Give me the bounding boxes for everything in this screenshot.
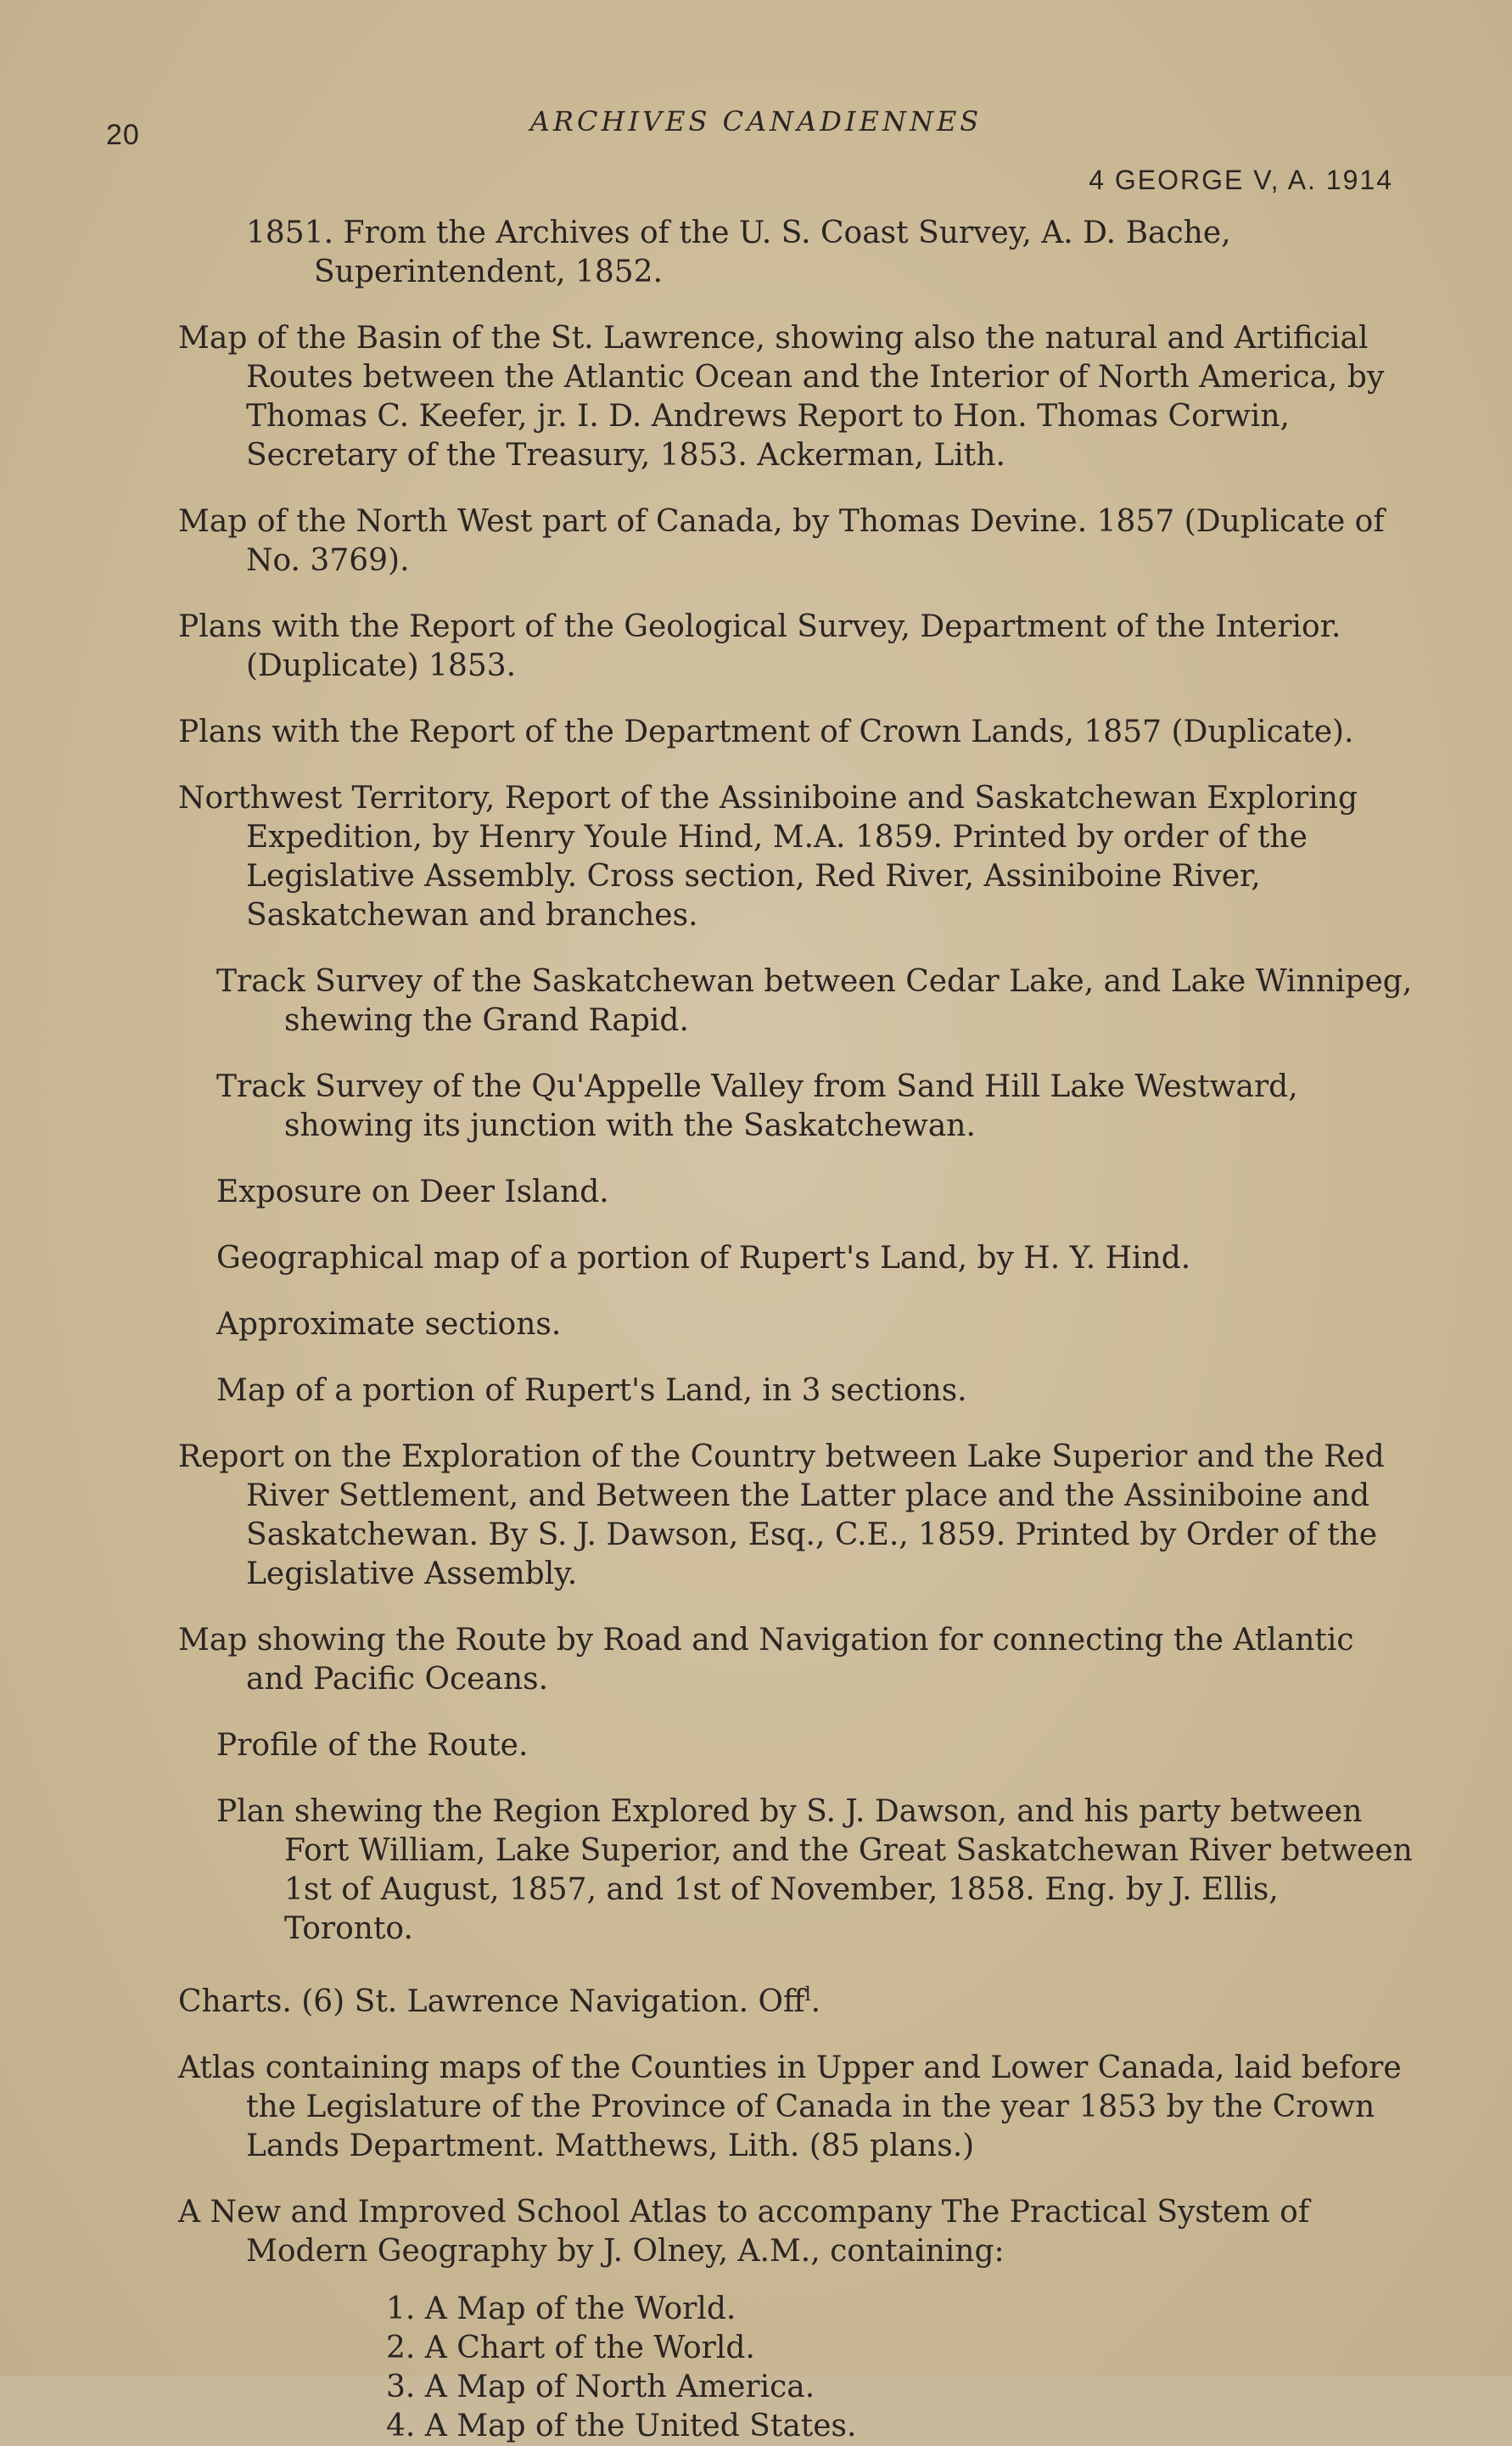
catalogue-entry: Map of a portion of Rupert's Land, in 3 sections. — [216, 1373, 967, 1408]
catalogue-entry: Northwest Territory, Report of the Assiniboine and Saskatchewan Exploring Expedition, by Henry Youle Hind, M.A. 1859. Printed by order of the Legislative Assembly. Cross section, Red River, Assiniboine River, Saskatchewan and branches. — [178, 781, 1358, 933]
catalogue-entry: A New and Improved School Atlas to accompany The Practical System of Modern Geography by J. Olney, A.M., containing: — [178, 2195, 1310, 2269]
catalogue-entries — [178, 214, 1417, 2446]
catalogue-entry: Plans with the Report of the Department of Crown Lands, 1857 (Duplicate). — [178, 715, 1354, 749]
catalogue-entry: Plans with the Report of the Geological Survey, Department of the Interior. (Duplicate) 1853. — [178, 609, 1341, 683]
catalogue-entry: Charts. (6) St. Lawrence Navigation. Off$^l$. — [178, 1984, 821, 2019]
entry-text: Charts. (6) St. Lawrence Navigation. Off — [178, 1984, 805, 2019]
page-number: 20 — [106, 119, 140, 151]
catalogue-entry: Track Survey of the Qu'Appelle Valley from Sand Hill Lake Westward, showing its junction with the Saskatchewan. — [216, 1069, 1298, 1143]
catalogue-entry: Map of the North West part of Canada, by Thomas Devine. 1857 (Duplicate of No. 3769). — [178, 504, 1385, 578]
atlas-contents-item: 1. A Map of the World. — [386, 2292, 736, 2326]
abbreviation-superscript: l — [804, 1984, 811, 2006]
catalogue-entry: Profile of the Route. — [216, 1728, 529, 1763]
catalogue-entry: Plan shewing the Region Explored by S. J. Dawson, and his party between Fort William, Lake Superior, and the Great Saskatchewan River between 1st of August, 1857, and 1st of November, 1858. Eng. by J. Ellis, Toronto. — [216, 1794, 1413, 1946]
session-label: 4 GEORGE V, A. 1914 — [1089, 165, 1393, 195]
atlas-contents-item: 4. A Map of the United States. — [386, 2409, 857, 2443]
catalogue-entry: Map showing the Route by Road and Navigation for connecting the Atlantic and Pacific Oceans. — [178, 1623, 1354, 1697]
catalogue-entry: Atlas containing maps of the Counties in Upper and Lower Canada, laid before the Legislature of the Province of Canada in the year 1853 by the Crown Lands Department. Matthews, Lith. (85 plans.) — [178, 2050, 1402, 2163]
catalogue-entry: Track Survey of the Saskatchewan between Cedar Lake, and Lake Winnipeg, shewing the Grand Rapid. — [216, 964, 1413, 1038]
catalogue-entry: Approximate sections. — [216, 1307, 562, 1342]
atlas-contents-list — [386, 2290, 1417, 2446]
catalogue-entry: Geographical map of a portion of Rupert's Land, by H. Y. Hind. — [216, 1241, 1191, 1276]
running-title: ARCHIVES CANADIENNES — [529, 105, 983, 137]
catalogue-entry: Map of the Basin of the St. Lawrence, showing also the natural and Artificial Routes between the Atlantic Ocean and the Interior of North America, by Thomas C. Keefer, jr. I. D. Andrews Report to Hon. Thomas Corwin, Secretary of the Treasury, 1853. Ackerman, Lith. — [178, 321, 1385, 473]
catalogue-entry: Exposure on Deer Island. — [216, 1175, 609, 1209]
atlas-contents-item: 2. A Chart of the World. — [386, 2331, 755, 2365]
catalogue-entry: 1851. From the Archives of the U. S. Coast Survey, A. D. Bache, Superintendent, 1852. — [246, 216, 1231, 289]
atlas-contents-item: 3. A Map of North America. — [386, 2370, 815, 2404]
catalogue-entry: Report on the Exploration of the Country between Lake Superior and the Red River Settlement, and Between the Latter place and the Assiniboine and Saskatchewan. By S. J. Dawson, Esq., C.E., 1859. Printed by Order of the Legislative Assembly. — [178, 1439, 1385, 1591]
